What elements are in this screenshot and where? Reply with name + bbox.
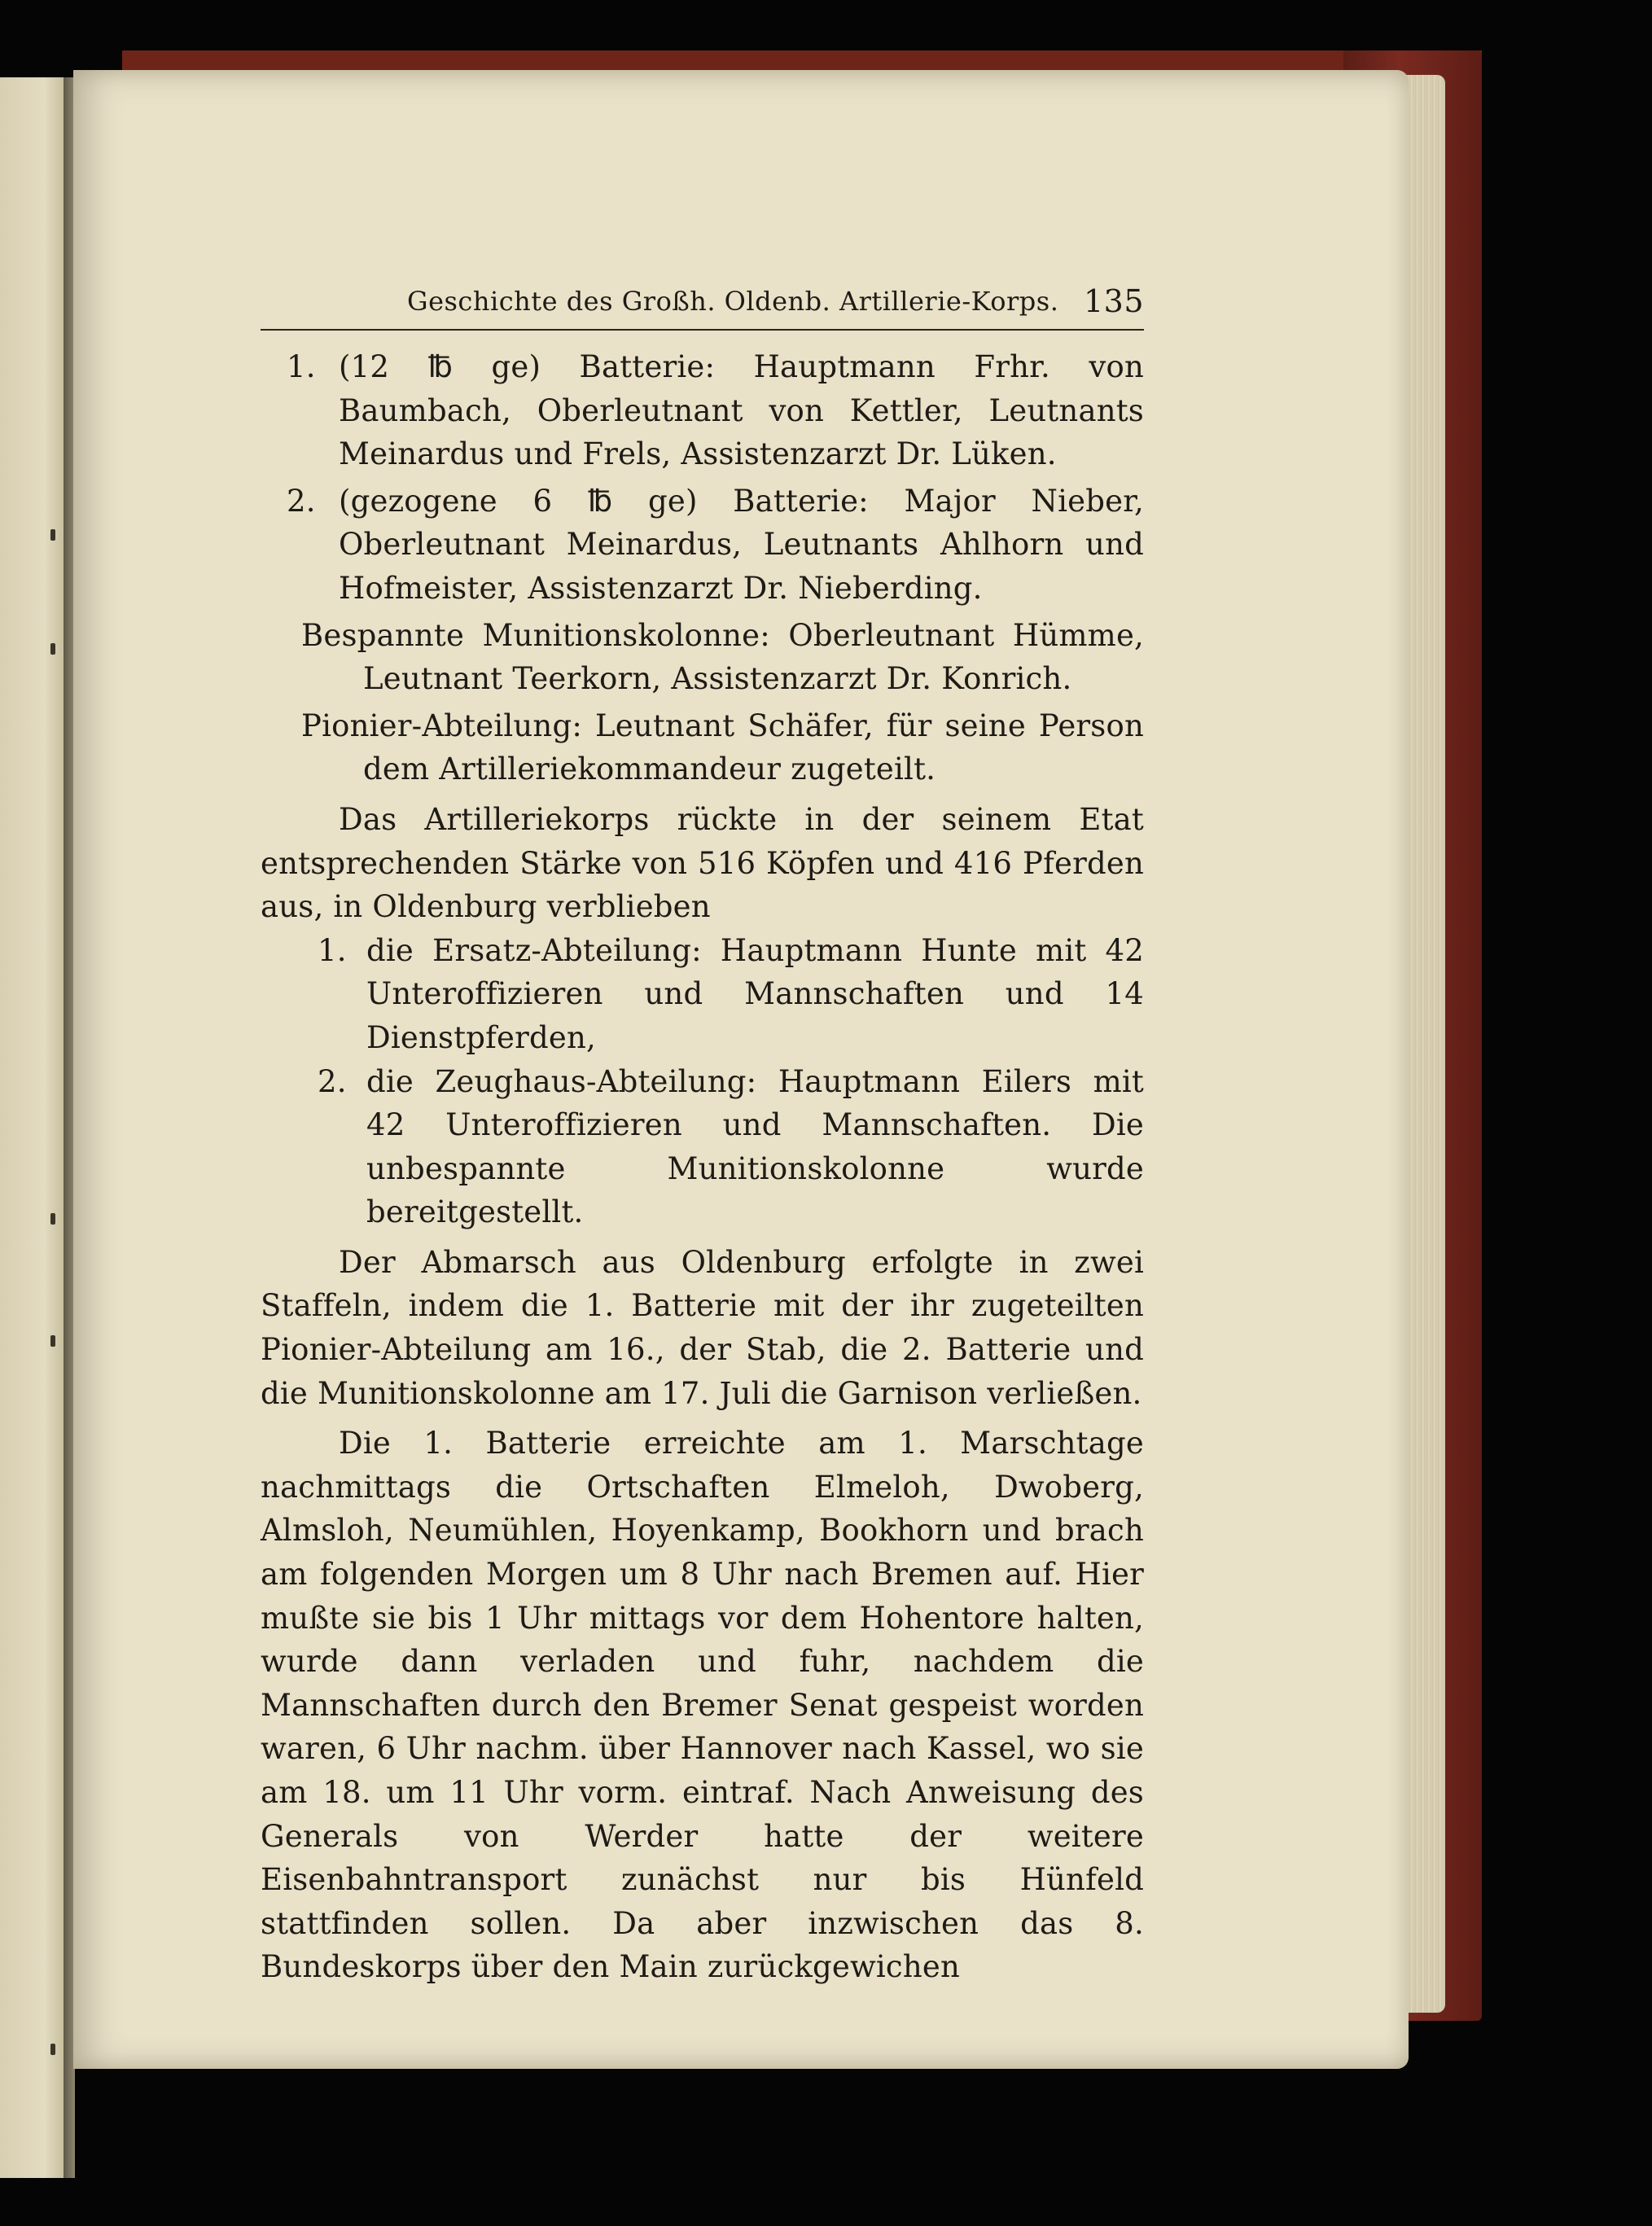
margin-mark [50,1213,55,1225]
remaining-entry [261,1060,1144,1234]
list-text: (gezogene 6 ℔ ge) Batterie: Major Nieber, Oberleutnant Meinardus, Leutnants Ahlhorn und Hofmeister, Assistenzarzt Dr. Nieberding. [339,483,1144,606]
list-number: 2. [318,1063,347,1099]
running-title: Geschichte des Großh. Oldenb. Artillerie-Korps. [407,286,1059,317]
page-text-block [261,277,1144,1989]
margin-mark [50,1335,55,1347]
list-number: 1. [287,349,316,384]
list-number: 1. [318,932,347,968]
unit-entry: Pionier-Abteilung: Leutnant Schäfer, für seine Person dem Artilleriekommandeur zugeteilt. [301,708,1144,787]
battery-entry [261,480,1144,611]
running-header [261,277,1144,331]
facing-page-sliver [0,77,64,2178]
paragraph: Die 1. Batterie erreichte am 1. Marschtage nachmittags die Ortschaften Elmeloh, Dwoberg, Almsloh, Neumühlen, Hoyenkamp, Bookhorn und brach am folgenden Morgen um 8 Uhr nach Bremen auf. Hier mußte sie bis 1 Uhr mittags vor dem Hohentore halten, wurde dann verladen und fuhr, nachdem die Mannschaften durch den Bremer Senat gespeist worden waren, 6 Uhr nachm. über Hannover nach Kassel, wo sie am 18. um 11 Uhr vorm. eintraf. Nach Anweisung des Generals von Werder hatte der weitere Eisenbahntransport zunächst nur bis Hünfeld stattfinden sollen. Da aber inzwischen das 8. Bundeskorps über den Main zurückgewichen [261,1426,1144,1985]
remaining-entry [261,929,1144,1060]
paragraph: Der Abmarsch aus Oldenburg erfolgte in zwei Staffeln, indem die 1. Batterie mit der ihr zugeteilten Pionier-Abteilung am 16., der Stab, die 2. Batterie und die Munitionskolonne am 17. Juli die Garnison verließen. [261,1244,1144,1411]
margin-mark [50,643,55,655]
margin-mark [50,529,55,541]
margin-mark [50,2044,55,2055]
battery-entry [261,345,1144,476]
paragraph: Das Artilleriekorps rückte in der seinem Etat entsprechenden Stärke von 516 Köpfen und 416 Pferden aus, in Oldenburg verblieben [261,801,1144,925]
page-body [261,345,1144,1989]
unit-entry: Bespannte Munitionskolonne: Oberleutnant Hümme, Leutnant Teerkorn, Assistenzarzt Dr. Konrich. [301,617,1144,697]
list-number: 2. [287,483,316,519]
list-text: die Zeughaus-Abteilung: Hauptmann Eilers mit 42 Unteroffizieren und Mannschaften. Die unbespannte Munitionskolonne wurde bereitgestellt. [366,1063,1144,1230]
list-text: die Ersatz-Abteilung: Hauptmann Hunte mit 42 Unteroffizieren und Mannschaften und 14 Dienstpferden, [366,932,1144,1055]
page-number: 135 [1083,283,1144,319]
list-text: (12 ℔ ge) Batterie: Hauptmann Frhr. von Baumbach, Oberleutnant von Kettler, Leutnants Meinardus und Frels, Assistenzarzt Dr. Lüken. [339,349,1144,472]
